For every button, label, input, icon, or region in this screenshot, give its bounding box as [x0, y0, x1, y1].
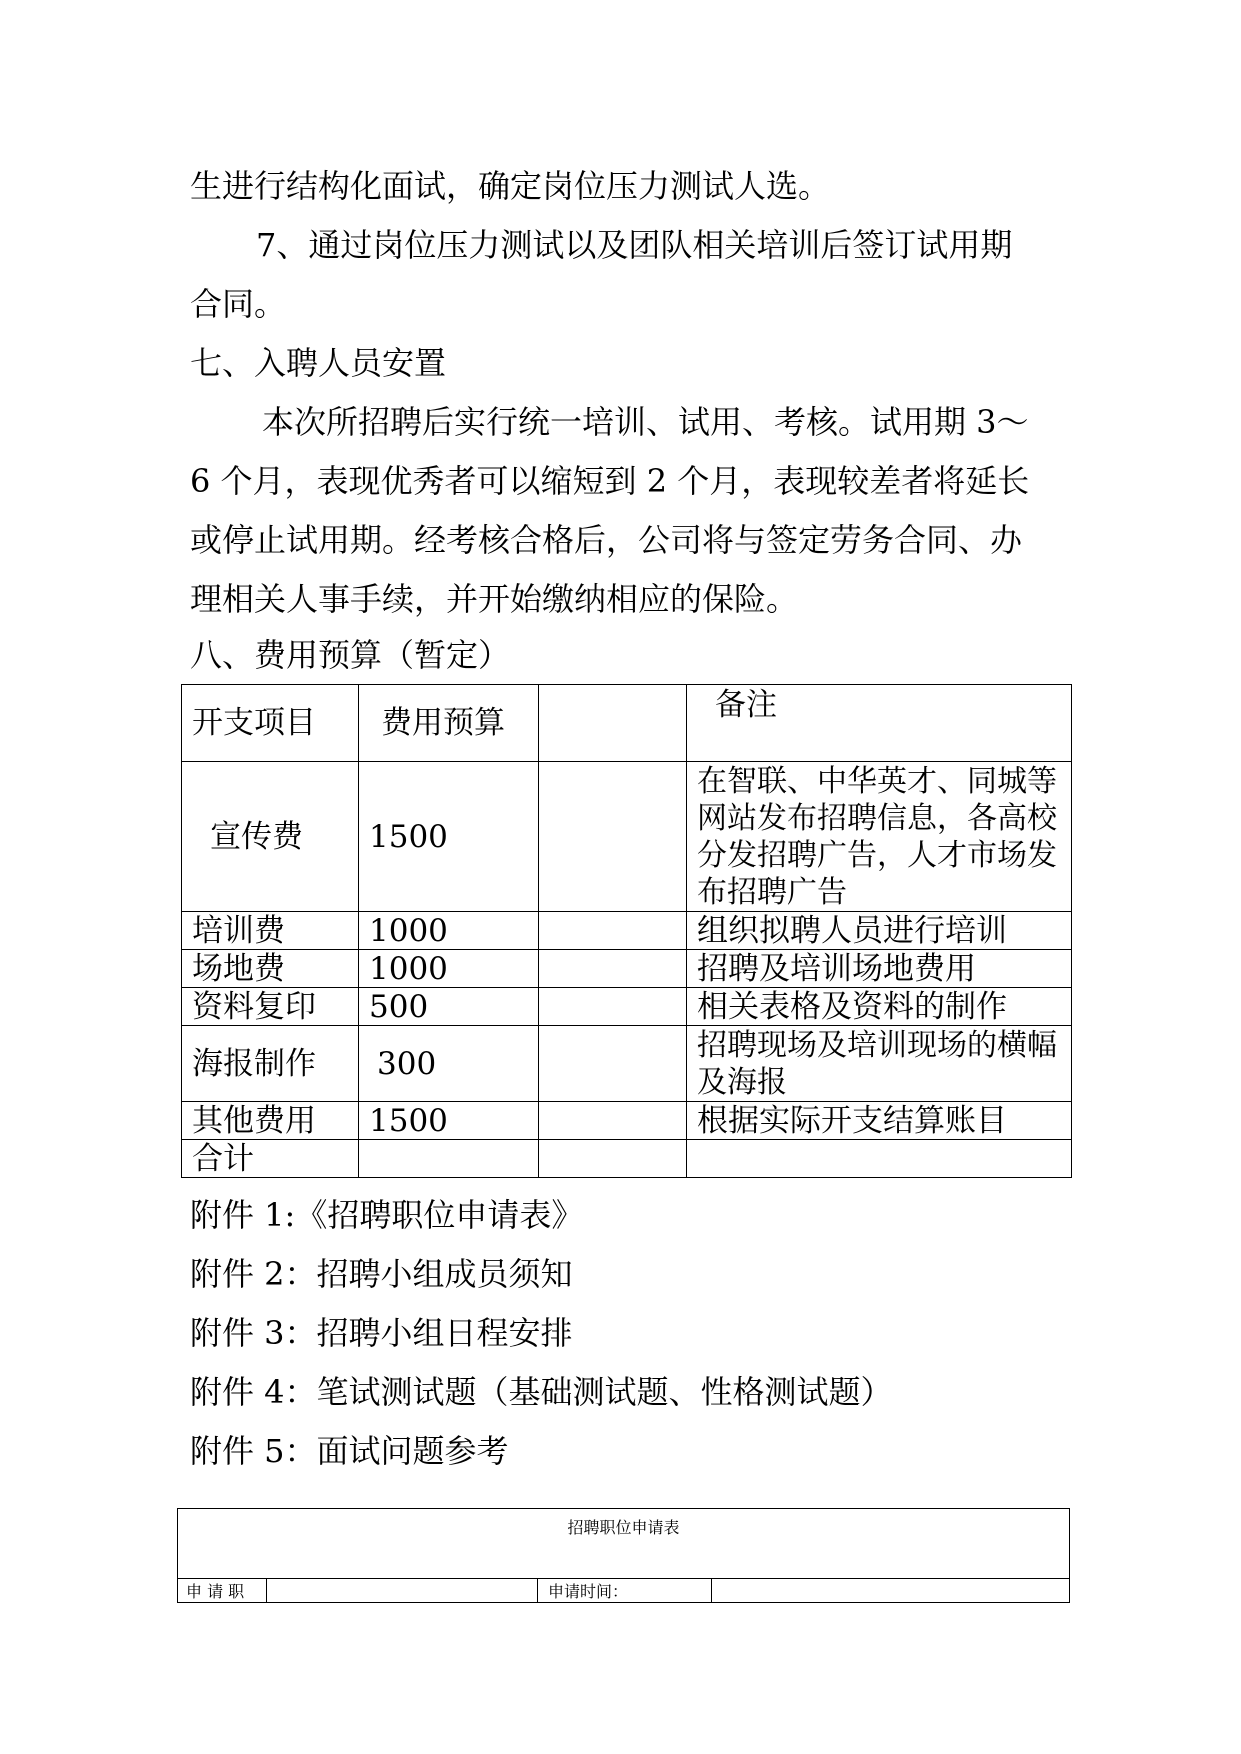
time-label: 申请时间：: [538, 1579, 712, 1603]
paragraph-line: 或停止试用期。经考核合格后，公司将与签定劳务合同、办: [190, 521, 1023, 559]
section-heading: 七、入聘人员安置: [190, 344, 447, 382]
table-cell: 300: [359, 1026, 539, 1102]
paragraph-line: 6 个月，表现优秀者可以缩短到 2 个月，表现较差者将延长: [190, 462, 1030, 500]
table-row: [182, 1026, 1072, 1102]
paragraph-line: 生进行结构化面试，确定岗位压力测试人选。: [190, 167, 831, 205]
time-field[interactable]: [712, 1579, 1070, 1603]
table-cell: [539, 912, 687, 950]
paragraph-line: 理相关人事手续，并开始缴纳相应的保险。: [190, 580, 799, 618]
table-cell: 1500: [359, 762, 539, 912]
section-heading: 八、费用预算（暂定）: [190, 636, 511, 674]
table-header-cell: 备注: [687, 685, 1072, 762]
table-cell: 在智联、中华英才、同城等网站发布招聘信息，各高校分发招聘广告，人才市场发布招聘广告: [687, 762, 1072, 912]
position-field[interactable]: [267, 1579, 538, 1603]
table-cell: 其他费用: [182, 1102, 359, 1140]
table-cell: [687, 1140, 1072, 1178]
table-row: [182, 950, 1072, 988]
table-row: [182, 762, 1072, 912]
paragraph-line: 本次所招聘后实行统一培训、试用、考核。试用期 3～: [262, 403, 1029, 441]
table-cell: [539, 950, 687, 988]
attachment-item: 附件 2：招聘小组成员须知: [190, 1255, 573, 1293]
table-cell: [539, 988, 687, 1026]
attachment-item: 附件 1:《招聘职位申请表》: [190, 1196, 584, 1234]
table-cell: 招聘现场及培训现场的横幅及海报: [687, 1026, 1072, 1102]
table-cell: 1000: [359, 912, 539, 950]
table-cell: 1500: [359, 1102, 539, 1140]
table-cell: 1000: [359, 950, 539, 988]
position-label: 申 请 职: [178, 1579, 267, 1603]
table-cell: [539, 1102, 687, 1140]
paragraph-line: 合同。: [190, 285, 287, 323]
table-row: [182, 912, 1072, 950]
table-cell: 场地费: [182, 950, 359, 988]
table-header-cell: [539, 685, 687, 762]
table-header-cell: 开支项目: [182, 685, 359, 762]
attachment-item: 附件 4：笔试测试题（基础测试题、性格测试题）: [190, 1373, 893, 1411]
table-header-cell: 费用预算: [359, 685, 539, 762]
table-row: [182, 988, 1072, 1026]
table-row: [182, 1102, 1072, 1140]
table-cell: 宣传费: [182, 762, 359, 912]
table-cell: 500: [359, 988, 539, 1026]
table-cell: [539, 1140, 687, 1178]
table-header-row: [182, 685, 1072, 762]
table-cell: 招聘及培训场地费用: [687, 950, 1072, 988]
budget-table: [181, 684, 1072, 1178]
paragraph-line: 7、通过岗位压力测试以及团队相关培训后签订试用期: [256, 226, 1013, 264]
table-total-row: [182, 1140, 1072, 1178]
table-cell: 培训费: [182, 912, 359, 950]
table-cell: 资料复印: [182, 988, 359, 1026]
table-cell: 相关表格及资料的制作: [687, 988, 1072, 1026]
application-form-table: [177, 1508, 1070, 1603]
table-cell: 海报制作: [182, 1026, 359, 1102]
attachment-item: 附件 5：面试问题参考: [190, 1432, 509, 1470]
table-cell: 合计: [182, 1140, 359, 1178]
table-cell: 组织拟聘人员进行培训: [687, 912, 1072, 950]
form-title: 招聘职位申请表: [178, 1509, 1070, 1579]
attachment-item: 附件 3：招聘小组日程安排: [190, 1314, 573, 1352]
table-cell: [539, 1026, 687, 1102]
table-cell: [539, 762, 687, 912]
table-cell: 根据实际开支结算账目: [687, 1102, 1072, 1140]
table-cell: [359, 1140, 539, 1178]
